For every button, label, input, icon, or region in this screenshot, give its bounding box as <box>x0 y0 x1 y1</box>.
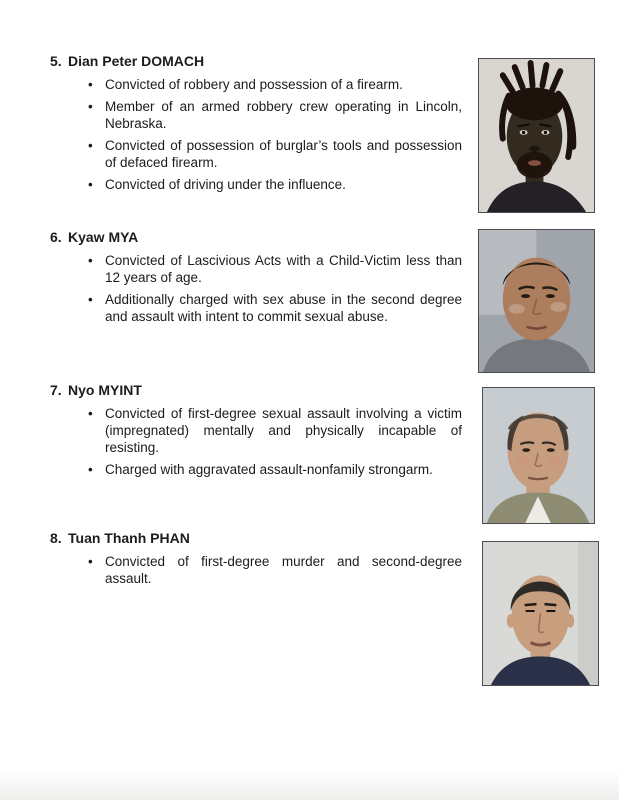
conviction-bullet: • Convicted of first-degree murder and second-degree assault. <box>50 553 462 587</box>
person-name-heading <box>50 529 462 547</box>
entry-myint <box>50 381 462 478</box>
person-name-heading <box>50 52 462 70</box>
entry-phan <box>50 529 462 587</box>
conviction-bullet: • Convicted of robbery and possession of a firearm. <box>50 76 462 93</box>
mugshot-photo-phan <box>482 541 599 686</box>
conviction-list <box>50 76 462 193</box>
conviction-bullet: • Convicted of possession of burglar’s tools and possession of defaced firearm. <box>50 137 462 171</box>
conviction-bullet: • Convicted of Lascivious Acts with a Child-Victim less than 12 years of age. <box>50 252 462 286</box>
person-name-heading <box>50 228 462 246</box>
conviction-list <box>50 553 462 587</box>
conviction-list <box>50 252 462 325</box>
person-name: Tuan Thanh PHAN <box>68 530 190 546</box>
entry-number: 8. <box>50 530 62 546</box>
entry-mya <box>50 228 462 325</box>
entry-number: 5. <box>50 53 62 69</box>
conviction-bullet: • Member of an armed robbery crew operating in Lincoln, Nebraska. <box>50 98 462 132</box>
mugshot-photo-myint <box>482 387 595 524</box>
person-name: Nyo MYINT <box>68 382 142 398</box>
conviction-bullet: • Convicted of driving under the influence. <box>50 176 462 193</box>
person-name: Dian Peter DOMACH <box>68 53 205 69</box>
person-name: Kyaw MYA <box>68 229 139 245</box>
mugshot-photo-mya <box>478 229 595 373</box>
conviction-list <box>50 405 462 478</box>
page-bottom-shade <box>0 770 619 800</box>
entry-number: 6. <box>50 229 62 245</box>
conviction-bullet: • Charged with aggravated assault-nonfamily strongarm. <box>50 461 462 478</box>
entry-number: 7. <box>50 382 62 398</box>
person-name-heading <box>50 381 462 399</box>
mugshot-photo-domach <box>478 58 595 213</box>
conviction-bullet: • Additionally charged with sex abuse in the second degree and assault with intent to commit sexual abuse. <box>50 291 462 325</box>
entry-domach <box>50 52 462 193</box>
conviction-bullet: • Convicted of first-degree sexual assault involving a victim (impregnated) mentally and physically incapable of resisting. <box>50 405 462 456</box>
